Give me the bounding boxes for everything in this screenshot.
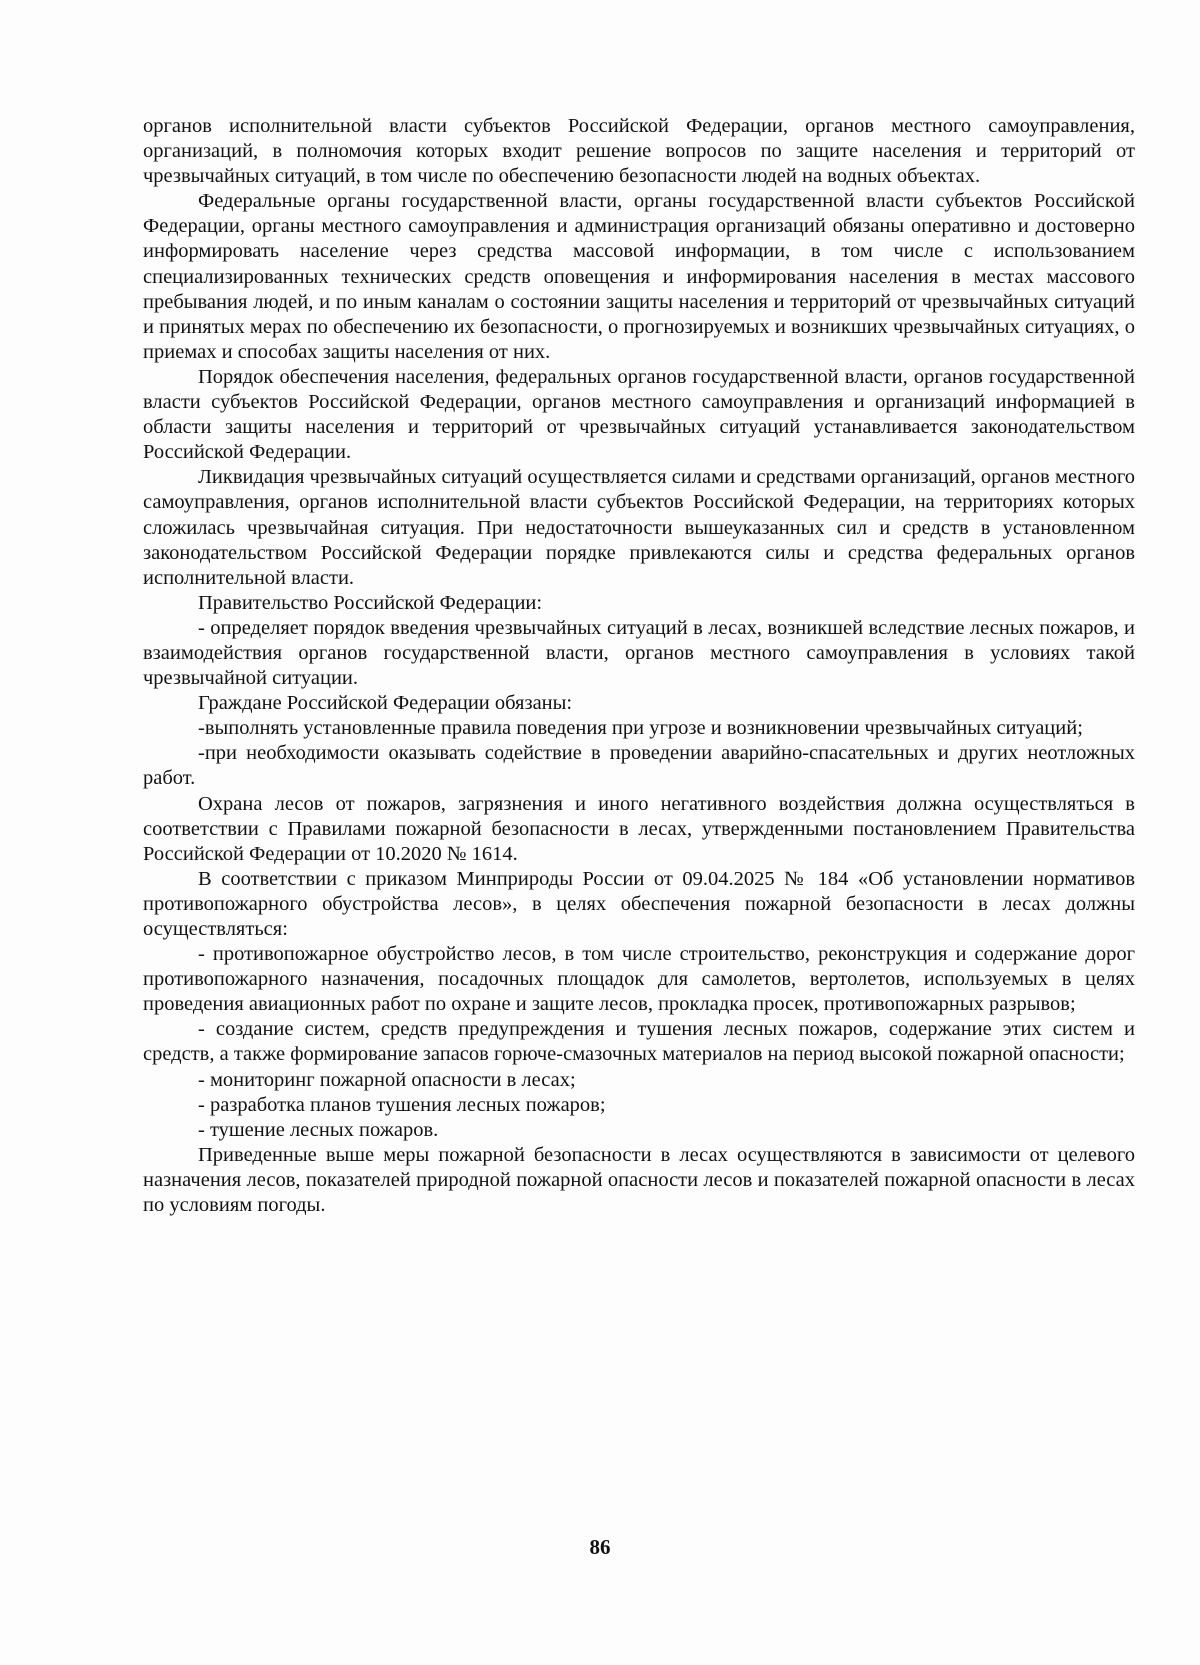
paragraph-8: -выполнять установленные правила поведения при угрозе и возникновении чрезвычайных ситуаций; bbox=[198, 717, 1083, 740]
paragraph-2: Федеральные органы государственной власти, органы государственной власти субъектов Российской Федерации, органы местного самоуправления и администрация организаций обязаны оперативно и достоверно информировать население через средства массовой информации, в том числе с использованием специализированных технических средств оповещения и информирования населения в местах массового пребывания людей, и по иным каналам о состоянии защиты населения и территорий от чрезвычайных ситуаций и принятых мерах по обеспечению их безопасности, о прогнозируемых и возникших чрезвычайных ситуациях, о приемах и способах защиты населения от них. bbox=[143, 190, 1135, 363]
body-text bbox=[143, 114, 1135, 1218]
paragraph-14: - мониторинг пожарной опасности в лесах; bbox=[198, 1068, 576, 1091]
paragraph-1: органов исполнительной власти субъектов Российской Федерации, органов местного самоуправления, организаций, в полномочия которых входит решение вопросов по защите населения и территорий от чрезвычайных ситуаций, в том числе по обеспечению безопасности людей на водных объектах. bbox=[143, 115, 1135, 188]
paragraph-12: - противопожарное обустройство лесов, в том числе строительство, реконструкция и содержание дорог противопожарного назначения, посадочных площадок для самолетов, вертолетов, используемых в целях проведения авиационных работ по охране и защите лесов, прокладка просек, противопожарных разрывов; bbox=[143, 943, 1135, 1016]
paragraph-7: Граждане Российской Федерации обязаны: bbox=[198, 692, 573, 715]
paragraph-10: Охрана лесов от пожаров, загрязнения и иного негативного воздействия должна осуществляться в соответствии с Правилами пожарной безопасности в лесах, утвержденными постановлением Правительства Российской Федерации от 10.2020 № 1614. bbox=[143, 792, 1135, 865]
page-number: 86 bbox=[589, 1535, 611, 1559]
paragraph-5: Правительство Российской Федерации: bbox=[198, 591, 543, 614]
paragraph-11: В соответствии с приказом Минприроды России от 09.04.2025 № 184 «Об установлении нормативов противопожарного обустройства лесов», в целях обеспечения пожарной безопасности в лесах должны осуществляться: bbox=[143, 867, 1135, 940]
paragraph-4: Ликвидация чрезвычайных ситуаций осуществляется силами и средствами организаций, органов местного самоуправления, органов исполнительной власти субъектов Российской Федерации, на территориях которых сложилась чрезвычайная ситуация. При недостаточности вышеуказанных сил и средств в установленном законодательством Российской Федерации порядке привлекаются силы и средства федеральных органов исполнительной власти. bbox=[143, 466, 1135, 589]
paragraph-16: - тушение лесных пожаров. bbox=[198, 1118, 439, 1141]
paragraph-15: - разработка планов тушения лесных пожаров; bbox=[198, 1093, 606, 1116]
paragraph-17: Приведенные выше меры пожарной безопасности в лесах осуществляются в зависимости от целевого назначения лесов, показателей природной пожарной опасности лесов и показателей пожарной опасности в лесах по условиям погоды. bbox=[143, 1143, 1135, 1217]
paragraph-3: Порядок обеспечения населения, федеральных органов государственной власти, органов государственной власти субъектов Российской Федерации, органов местного самоуправления и организаций информацией в области защиты населения и территорий от чрезвычайных ситуаций устанавливается законодательством Российской Федерации. bbox=[143, 365, 1135, 464]
paragraph-13: - создание систем, средств предупреждения и тушения лесных пожаров, содержание этих систем и средств, а также формирование запасов горюче-смазочных материалов на период высокой пожарной опасности; bbox=[143, 1018, 1135, 1066]
paragraph-9: -при необходимости оказывать содействие в проведении аварийно-спасательных и других неотложных работ. bbox=[143, 742, 1135, 790]
paragraph-6: - определяет порядок введения чрезвычайных ситуаций в лесах, возникшей вследствие лесных пожаров, и взаимодействия органов государственной власти, органов местного самоуправления в условиях такой чрезвычайной ситуации. bbox=[143, 616, 1135, 690]
